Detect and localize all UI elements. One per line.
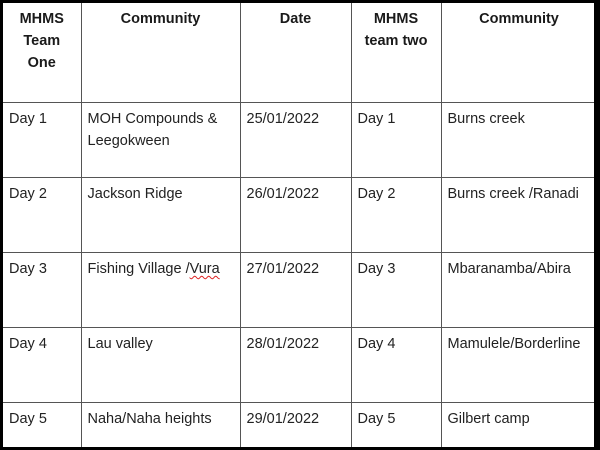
cell-text: 28/01/2022 [246, 336, 320, 352]
cell-text [82, 258, 240, 280]
table-row [3, 328, 594, 403]
cell-text: Day 5 [9, 411, 47, 427]
cell-text: Naha/Naha heights [87, 411, 212, 427]
community-one-cell [81, 178, 240, 253]
cell-text: Lau valley [87, 336, 153, 352]
cell-text: 27/01/2022 [246, 261, 320, 277]
team-one-day-cell [3, 253, 81, 328]
date-cell [240, 178, 351, 253]
team-one-day-cell [3, 328, 81, 403]
team-one-day-cell [3, 178, 81, 253]
table-row [3, 403, 594, 448]
header-text: team two [364, 33, 428, 49]
cell-text: Day 1 [357, 111, 396, 127]
header-team-two [351, 3, 441, 103]
community-two-cell [441, 403, 594, 448]
cell-text: Day 2 [357, 186, 396, 202]
community-two-cell [441, 328, 594, 403]
cell-text: Day 3 [357, 261, 396, 277]
cell-text: Day 2 [9, 186, 47, 202]
cell-text: 25/01/2022 [246, 111, 320, 127]
header-row [3, 3, 594, 103]
table-row [3, 178, 594, 253]
community-two-cell [441, 103, 594, 178]
cell-text: 26/01/2022 [246, 186, 320, 202]
date-cell [240, 253, 351, 328]
cell-text: Day 3 [9, 261, 47, 277]
cell-text: MOH Compounds & [87, 111, 218, 127]
table-row [3, 253, 594, 328]
header-text: MHMS [373, 11, 419, 27]
cell-text: Mamulele/Borderline [447, 336, 581, 352]
header-community-two [441, 3, 594, 103]
community-one-cell [81, 403, 240, 448]
team-two-day-cell [351, 253, 441, 328]
cell-text: 29/01/2022 [246, 411, 320, 427]
team-two-day-cell [351, 328, 441, 403]
community-one-cell [81, 328, 240, 403]
cell-text: Day 5 [357, 411, 396, 427]
team-one-day-cell [3, 103, 81, 178]
community-two-cell [441, 178, 594, 253]
document-page [3, 3, 594, 447]
cell-text-part: Fishing Village / [87, 261, 190, 277]
cell-text: Day 4 [9, 336, 47, 352]
team-two-day-cell [351, 103, 441, 178]
cell-text: Burns creek [447, 111, 525, 127]
cell-text: Leegokween [87, 133, 170, 149]
spellcheck-underlined-word: Vura [189, 261, 220, 277]
header-text: Community [120, 11, 201, 27]
cell-text: Jackson Ridge [87, 186, 183, 202]
header-community-one [81, 3, 240, 103]
cell-text: Day 4 [357, 336, 396, 352]
header-text: MHMS [19, 11, 64, 27]
community-one-cell [81, 103, 240, 178]
community-one-cell [81, 253, 240, 328]
team-one-day-cell [3, 403, 81, 448]
community-two-cell [441, 253, 594, 328]
header-date [240, 3, 351, 103]
date-cell [240, 328, 351, 403]
team-two-day-cell [351, 403, 441, 448]
cell-text: Gilbert camp [447, 411, 530, 427]
header-text: Date [279, 11, 312, 27]
schedule-table [3, 3, 594, 447]
cell-text: Mbaranamba/Abira [447, 261, 571, 277]
header-text: Team [23, 33, 61, 49]
team-two-day-cell [351, 178, 441, 253]
date-cell [240, 403, 351, 448]
cell-text: Burns creek /Ranadi [447, 186, 579, 202]
header-text: Community [479, 11, 559, 27]
table-row [3, 103, 594, 178]
header-team-one [3, 3, 81, 103]
header-text: One [27, 55, 56, 71]
date-cell [240, 103, 351, 178]
cell-text: Day 1 [9, 111, 47, 127]
